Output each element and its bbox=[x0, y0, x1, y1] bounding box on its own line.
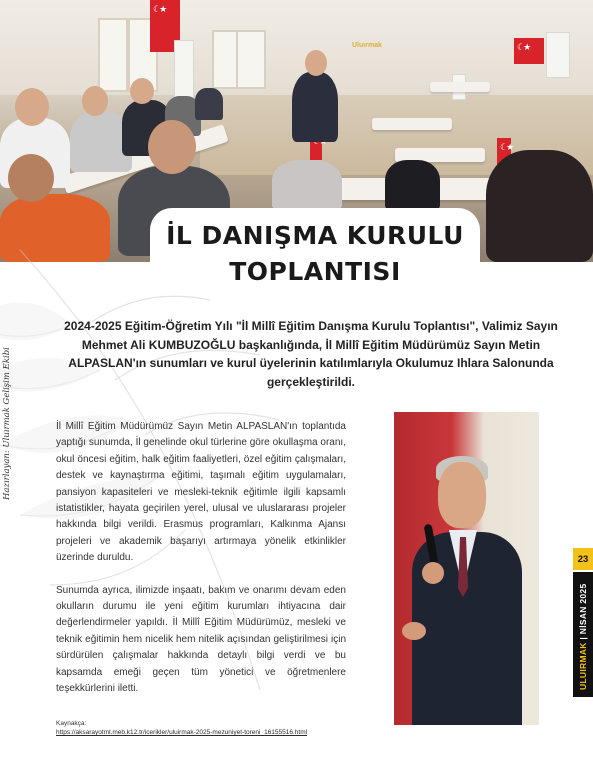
body-paragraph-2: Sunumda ayrıca, ilimizde inşaatı, bakım ve onarımı devam eden okulların durumu ile yeni eğitim kurumları ihtiyacına dair değerlendirmeler yapıldı. İl Millî Eğitim Müdürümüz, mesleki ve teknik eğitimin hem nicelik hem nitelik açısından geliştirilmesi için sürdürülen çalışmalar hakkında detaylı bilgi verdi ve bu kapsamda emeği geçen tüm yönetici ve öğretmenlere teşekkürlerini iletti. bbox=[56, 584, 346, 695]
lead-paragraph: 2024-2025 Eğitim-Öğretim Yılı "İl Millî Eğitim Danışma Kurulu Toplantısı", Valimiz Sayın Mehmet Ali KUMBUZOĞLU başkanlığında, İl Millî Eğitim Müdürümüz Sayın Metin ALPASLAN'ın sunumları ve kurul üyelerinin katılımlarıyla Okulumuz Ihlara Salonunda gerçekleştirildi. bbox=[64, 319, 558, 389]
venue-logo: Uluırmak bbox=[352, 42, 382, 49]
page-title-line-1: İL DANIŞMA KURULU bbox=[166, 221, 464, 250]
source-reference bbox=[56, 720, 307, 736]
source-link[interactable]: https://aksarayotml.meb.k12.tr/icerikler/uluirmak-2025-mezuniyet-toreni_16155516.html bbox=[56, 729, 308, 736]
source-label: Kaynakça: bbox=[56, 720, 87, 727]
magazine-name: ULUIRMAK bbox=[578, 642, 588, 690]
issue-date: NİSAN 2025 bbox=[578, 583, 588, 635]
issue-label bbox=[578, 570, 588, 690]
issue-separator: | bbox=[578, 634, 588, 643]
speaker-photo bbox=[394, 412, 539, 725]
page-number: 23 bbox=[573, 548, 593, 570]
page-title-line-2: TOPLANTISI bbox=[229, 257, 401, 286]
body-paragraph-1: İl Millî Eğitim Müdürümüz Sayın Metin ALPASLAN'ın toplantıda yaptığı sunumda, İl genelinde okul türlerine göre okullaşma oranı, okul öncesi eğitim, halk eğitim faaliyetleri, özel eğitim çalışmaları, destek ve kaynaştırma eğitimi, taşımalı eğitim uygulamaları, pansiyon kapasiteleri ve mesleki-teknik eğitimle ilgili kapsamlı istatistikler, hayata geçirilen yerel, ulusal ve uluslararası projeler hakkında bilgi verildi. Erasmus programları, Kalkınma Ajansı projeleri ve akademik başarıyı artırmaya yönelik etkinlikler üzerinde duruldu. bbox=[56, 421, 346, 564]
author-signature: Hazırlayan: Uluırmak Gelişim Ekibi bbox=[2, 347, 12, 500]
article-body bbox=[56, 419, 346, 714]
page-title bbox=[150, 218, 480, 290]
